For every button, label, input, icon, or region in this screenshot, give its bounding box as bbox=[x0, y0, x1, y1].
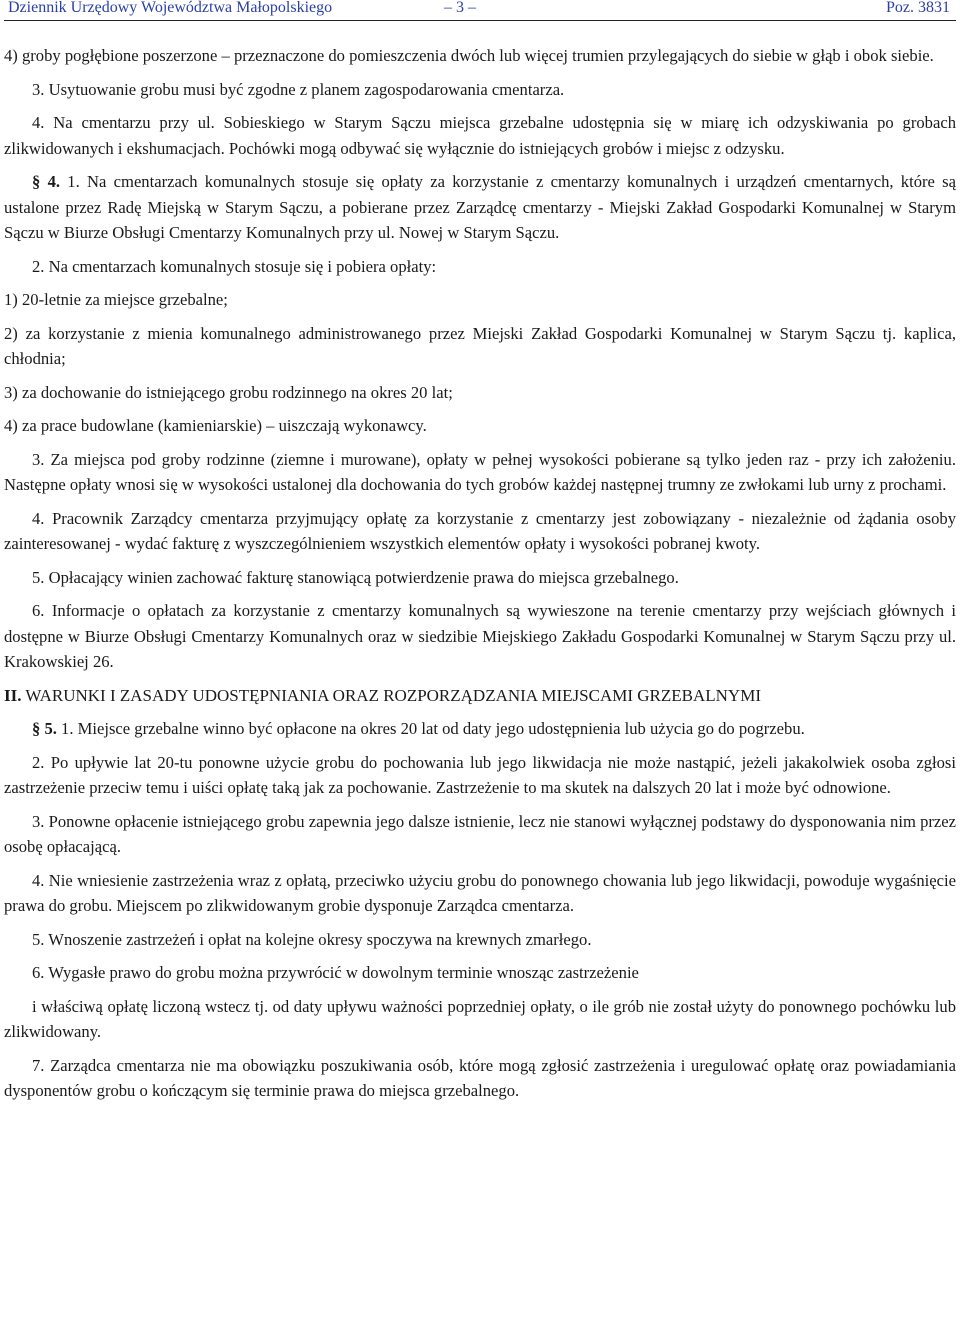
journal-title[interactable]: Dziennik Urzędowy Województwa Małopolskiego bbox=[8, 0, 333, 16]
section-4-paragraph-5: 5. Opłacający winien zachować fakturę stanowiącą potwierdzenie prawa do miejsca grzebalnego. bbox=[32, 567, 679, 587]
section-4-paragraph-4: 4. Pracownik Zarządcy cmentarza przyjmujący opłatę za korzystanie z cmentarzy jest zobowiązany - niezależnie od żądania osoby zainteresowanej - wydać fakturę z wyszczególnieniem wszystkich elementów opłaty i wysokości pobranej kwoty. bbox=[4, 508, 956, 553]
section-5-paragraph-7: 7. Zarządca cmentarza nie ma obowiązku poszukiwania osób, które mogą zgłosić zastrzeżenia i uregulować opłatę oraz powiadamiania dysponentów grobu o kończącym się terminie prawa do miejsca grzebalnego. bbox=[4, 1055, 956, 1100]
section-4-item-1: 1) 20-letnie za miejsce grzebalne; bbox=[4, 290, 228, 309]
position-number[interactable]: Poz. 3831 bbox=[886, 0, 950, 16]
section-5-paragraph-1 bbox=[4, 716, 956, 742]
section-5-paragraph-4: 4. Nie wniesienie zastrzeżenia wraz z opłatą, przeciwko użyciu grobu do ponownego chowania lub jego likwidacji, powoduje wygaśnięcie prawa do grobu. Miejscem po zlikwidowanym grobie dysponuje Zarządca cmentarza. bbox=[4, 870, 956, 915]
section-5-paragraph-6: 6. Wygasłe prawo do grobu można przywrócić w dowolnym terminie wnosząc zastrzeżenie bbox=[32, 963, 639, 982]
section-5-paragraph-3: 3. Ponowne opłacenie istniejącego grobu zapewnia jego dalsze istnienie, lecz nie stanowi wyłącznej podstawy do dysponowania nim przez osobę opłacającą. bbox=[4, 811, 956, 856]
section-4-item-4: 4) za prace budowlane (kamieniarskie) – uiszczają wykonawcy. bbox=[4, 416, 427, 435]
chapter-title: WARUNKI I ZASADY UDOSTĘPNIANIA ORAZ ROZPORZĄDZANIA MIEJSCAMI GRZEBALNYMI bbox=[21, 685, 761, 705]
page-number: – 3 – bbox=[444, 0, 476, 16]
chapter-number: II. bbox=[4, 685, 22, 705]
page-header bbox=[4, 0, 956, 21]
section-4-paragraph-1 bbox=[4, 169, 956, 246]
section-5-paragraph-5: 5. Wnoszenie zastrzeżeń i opłat na kolejne okresy spoczywa na krewnych zmarłego. bbox=[32, 929, 592, 949]
section-5-paragraph-2: 2. Po upływie lat 20-tu ponowne użycie grobu do pochowania lub jego likwidacja nie może nastąpić, jeżeli jakakolwiek osoba zgłosi zastrzeżenie przeciw temu i uiści opłatę taką jak za pochowanie. Zastrzeżenie to ma skutek na dalszych 20 lat i może być odnowione. bbox=[4, 752, 956, 797]
section-4-paragraph-3: 3. Za miejsca pod groby rodzinne (ziemne i murowane), opłaty w pełnej wysokości pobierane są tylko jeden raz - przy ich założeniu. Następne opłaty wnosi się w wysokości ustalonej dla dochowania do tych grobów każdej następnej trumny ze zwłokami lub urny z prochami. bbox=[4, 449, 956, 494]
section-4-paragraph-2: 2. Na cmentarzach komunalnych stosuje się i pobiera opłaty: bbox=[32, 256, 437, 276]
section-4-paragraph-6: 6. Informacje o opłatach za korzystanie z cmentarzy komunalnych są wywieszone na terenie cmentarzy przy wejściach głównych i dostępne w Biurze Obsługi Cmentarzy Komunalnych oraz w siedzibie Miejskiego Zakładu Gospodarki Komunalnej w Starym Sączu przy ul. Krakowskiej 26. bbox=[4, 601, 956, 671]
paragraph-3: 3. Usytuowanie grobu musi być zgodne z planem zagospodarowania cmentarza. bbox=[32, 79, 565, 99]
paragraph-4: 4. Na cmentarzu przy ul. Sobieskiego w Starym Sączu miejsca grzebalne udostępnia się w miarę ich odzyskiwania po grobach zlikwidowanych i ekshumacjach. Pochówki mogą odbywać się wyłącznie do istniejących grobów i miejsc z odzysku. bbox=[4, 113, 956, 158]
section-5-paragraph-1-text: 1. Miejsce grzebalne winno być opłacone na okres 20 lat od daty jego udostępnienia lub użycia go do pogrzebu. bbox=[56, 719, 805, 738]
section-5-mark: § 5. bbox=[32, 719, 57, 738]
section-4-item-2: 2) za korzystanie z mienia komunalnego administrowanego przez Miejski Zakład Gospodarki Komunalnej w Starym Sączu tj. kaplica, chłodnia; bbox=[4, 323, 956, 368]
paragraph-4-4: 4) groby pogłębione poszerzone – przeznaczone do pomieszczenia dwóch lub więcej trumien przylegających do siebie w głąb i obok siebie. bbox=[4, 46, 934, 65]
section-4-mark: § 4. bbox=[32, 172, 61, 191]
document-body bbox=[4, 21, 956, 1104]
chapter-heading bbox=[4, 683, 956, 709]
section-4-item-3: 3) za dochowanie do istniejącego grobu rodzinnego na okres 20 lat; bbox=[4, 382, 453, 402]
section-4-paragraph-1-text: 1. Na cmentarzach komunalnych stosuje się opłaty za korzystanie z cmentarzy komunalnych i urządzeń cmentarnych, które są ustalone przez Radę Miejską w Starym Sączu, a pobierane przez Zarządcę cmentarzy - Miejski Zakład Gospodarki Komunalnej w Starym Sączu w Biurze Obsługi Cmentarzy Komunalnych przy ul. Nowej w Starym Sączu. bbox=[4, 172, 956, 242]
section-5-paragraph-6-continued: i właściwą opłatę liczoną wstecz tj. od daty upływu ważności poprzedniej opłaty, o ile grób nie został użyty do ponownego pochówku lub zlikwidowany. bbox=[4, 996, 956, 1041]
